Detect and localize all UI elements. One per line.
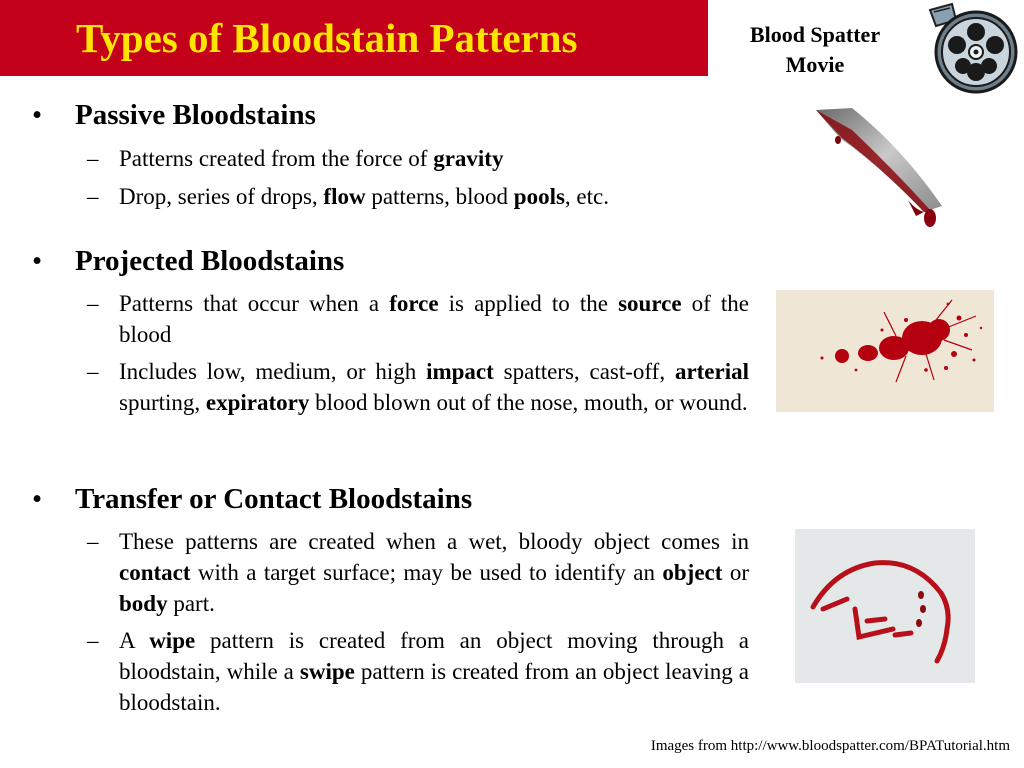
emphasized-term: pools (513, 184, 565, 209)
section-heading-projected (32, 245, 344, 278)
emphasized-term: force (389, 291, 439, 316)
dash-marker: – (87, 359, 99, 384)
list-item (87, 625, 749, 718)
blood-spatter-movie-link[interactable] (720, 20, 910, 80)
emphasized-term: swipe (299, 659, 355, 684)
emphasized-term: impact (426, 359, 494, 384)
emphasized-term: wipe (149, 628, 196, 653)
list-item-text (119, 526, 749, 619)
emphasized-term: source (618, 291, 682, 316)
list-item-text (119, 181, 749, 212)
film-reel-icon[interactable] (922, 2, 1020, 96)
list-item (87, 526, 749, 619)
text-run: , etc. (564, 184, 609, 209)
emphasized-term: object (662, 560, 723, 585)
list-item-text (119, 288, 749, 350)
list-item (87, 356, 749, 418)
text-run: patterns, blood (365, 184, 514, 209)
text-run: or (722, 560, 749, 585)
emphasized-term: gravity (433, 146, 504, 171)
list-item-text (119, 143, 749, 174)
emphasized-term: arterial (674, 359, 750, 384)
movie-link-line1: Blood Spatter (749, 22, 881, 47)
title-bar (0, 0, 708, 76)
text-run: Patterns created from the force of (119, 146, 434, 171)
list-item-text (119, 625, 749, 718)
emphasized-term: flow (323, 184, 366, 209)
list-item (87, 143, 749, 174)
section-heading-transfer (32, 483, 472, 516)
movie-link-line2: Movie (785, 52, 845, 77)
list-item-text (119, 356, 749, 418)
bullet-dot: • (32, 99, 43, 131)
text-run: part. (167, 591, 215, 616)
section-heading-passive (32, 99, 316, 132)
text-run: These patterns are created when a wet, bloody object comes in (119, 529, 749, 554)
slide-title: Types of Bloodstain Patterns (76, 15, 578, 61)
text-run: Includes low, medium, or high (119, 359, 427, 384)
dash-marker: – (87, 291, 99, 316)
text-run: blood blown out of the nose, mouth, or wound. (309, 390, 748, 415)
text-run: Patterns that occur when a (119, 291, 390, 316)
list-item (87, 181, 749, 212)
text-run: is applied to the (438, 291, 619, 316)
text-run: A (119, 628, 150, 653)
text-run: with a target surface; may be used to identify an (190, 560, 663, 585)
section-heading-label: Passive Bloodstains (75, 99, 316, 131)
projected-spatter-image (776, 290, 994, 412)
text-run: pattern is created from an object moving through a bloodstain, while a (119, 628, 750, 684)
dash-marker: – (87, 628, 99, 653)
emphasized-term: contact (119, 560, 191, 585)
section-heading-label: Projected Bloodstains (75, 245, 345, 277)
image-credit: Images from http://www.bloodspatter.com/BPATutorial.htm (650, 738, 1010, 754)
text-run: pattern is created from an object leaving a bloodstain. (119, 659, 749, 715)
bullet-dot: • (32, 483, 43, 515)
list-item (87, 288, 749, 350)
emphasized-term: expiratory (205, 390, 310, 415)
dash-marker: – (87, 184, 99, 209)
text-run: spurting, (119, 390, 206, 415)
transfer-bloodstain-image (795, 529, 975, 683)
section-heading-label: Transfer or Contact Bloodstains (75, 483, 473, 515)
dash-marker: – (87, 529, 99, 554)
bullet-dot: • (32, 245, 43, 277)
bloody-knife-image (812, 108, 954, 230)
emphasized-term: body (119, 591, 168, 616)
text-run: Drop, series of drops, (119, 184, 324, 209)
dash-marker: – (87, 146, 99, 171)
text-run: spatters, cast-off, (493, 359, 675, 384)
text-run: of the blood (119, 291, 749, 347)
